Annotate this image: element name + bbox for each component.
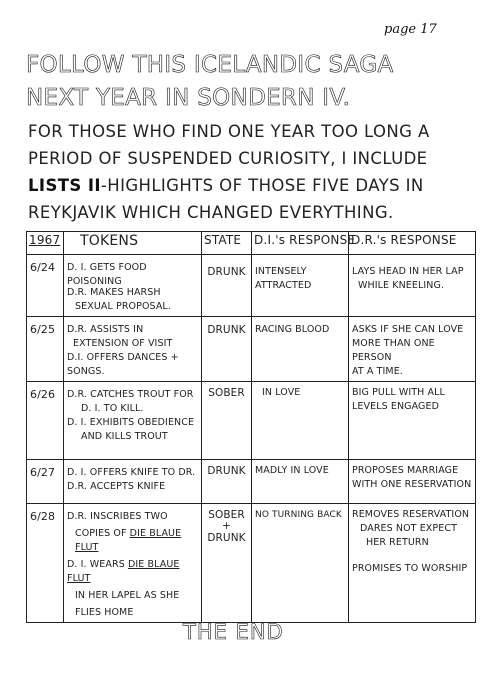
row-state [202, 504, 252, 623]
intro-paragraph [28, 118, 480, 226]
row-tokens [64, 317, 202, 382]
table-row [27, 255, 476, 317]
dr-line: MORE THAN ONE PERSON [352, 338, 435, 363]
page-number: page 17 [384, 22, 437, 37]
row-date: 6/25 [27, 317, 64, 382]
row-date: 6/27 [27, 460, 64, 504]
row-dr-response [349, 504, 476, 623]
header-state: STATE [202, 232, 252, 255]
token-line: FLIES HOME [75, 607, 134, 618]
row-date: 6/24 [27, 255, 64, 317]
header-tokens: TOKENS [64, 232, 202, 255]
table-row [27, 317, 476, 382]
table-row [27, 382, 476, 460]
token-line: D. I. TO KILL. [81, 403, 144, 414]
dr-line [352, 550, 472, 562]
token-line: D. I. GETS FOOD POISONING [67, 262, 147, 287]
token-text: COPIES OF [75, 528, 127, 539]
token-line: AND KILLS TROUT [81, 431, 168, 442]
token-line: D. I. EXHIBITS OBEDIENCE [67, 417, 195, 428]
book-title: DIE BLAUE FLUT [67, 559, 180, 584]
row-di-response: NO TURNING BACK [252, 504, 349, 623]
row-state: SOBER [202, 382, 252, 460]
token-line: D.R. ACCEPTS KNIFE [67, 481, 166, 492]
header-di-response: D.I.'s RESPONSE [252, 232, 349, 255]
token-line: D.R. CATCHES TROUT FOR [67, 389, 194, 400]
book-title: DIE BLAUE FLUT [75, 528, 182, 553]
row-di-response: MADLY IN LOVE [252, 460, 349, 504]
row-state: DRUNK [202, 317, 252, 382]
header-year: 1967 [27, 232, 64, 255]
row-tokens [64, 255, 202, 317]
token-line: IN HER LAPEL AS SHE [75, 590, 180, 601]
row-dr-response [349, 382, 476, 460]
dr-line: LAYS HEAD IN HER LAP [352, 266, 464, 277]
row-di-response: INTENSELY ATTRACTED [252, 255, 349, 317]
dr-line: REMOVES RESERVATION [352, 509, 470, 520]
lists-label: LISTS II [28, 176, 101, 195]
token-line: EXTENSION OF VISIT [73, 338, 173, 349]
state-plus: + [222, 520, 231, 532]
dr-line: HER RETURN [366, 537, 429, 548]
the-end-text: THE END [183, 620, 284, 644]
row-tokens [64, 504, 202, 623]
row-tokens [64, 382, 202, 460]
dr-line: PROPOSES MARRIAGE [352, 465, 459, 476]
intro-text-before: FOR THOSE WHO FIND ONE YEAR TOO LONG A PERIOD OF SUSPENDED CURIOSITY, I INCLUDE [28, 122, 430, 168]
dr-line: ASKS IF SHE CAN LOVE [352, 324, 464, 335]
saga-table [26, 231, 476, 623]
dr-line: BIG PULL WITH ALL [352, 387, 445, 398]
dr-line: LEVELS ENGAGED [352, 401, 440, 412]
token-line: D. I. OFFERS KNIFE TO DR. [67, 467, 196, 478]
state-drunk: DRUNK [207, 532, 246, 544]
row-tokens [64, 460, 202, 504]
row-date: 6/28 [27, 504, 64, 623]
table-row [27, 504, 476, 623]
row-dr-response [349, 460, 476, 504]
dr-line: PROMISES TO WORSHIP [352, 563, 468, 574]
dr-line: DARES NOT EXPECT [360, 523, 457, 534]
state-sober: SOBER [208, 509, 245, 521]
token-line [67, 527, 198, 555]
table-row [27, 460, 476, 504]
row-state: DRUNK [202, 460, 252, 504]
token-line: D.R. MAKES HARSH [67, 287, 161, 298]
token-line [67, 558, 198, 586]
headline-line-1: FOLLOW THIS ICELANDIC SAGA [26, 52, 394, 78]
row-dr-response [349, 255, 476, 317]
row-dr-response [349, 317, 476, 382]
dr-line: WHILE KNEELING. [358, 280, 445, 291]
headline-line-2: NEXT YEAR IN SONDERN IV. [26, 85, 351, 111]
token-text: D. I. WEARS [67, 559, 125, 570]
intro-text-after: -HIGHLIGHTS OF THOSE FIVE DAYS IN REYKJAVIK WHICH CHANGED EVERYTHING. [28, 176, 424, 222]
dr-line: WITH ONE RESERVATION [352, 479, 472, 490]
token-line: D.I. OFFERS DANCES + SONGS. [67, 352, 179, 377]
row-state: DRUNK [202, 255, 252, 317]
token-line: D.R. ASSISTS IN [67, 324, 144, 335]
token-line: D.R. INSCRIBES TWO [67, 511, 168, 522]
dr-line: AT A TIME. [352, 366, 403, 377]
row-date: 6/26 [27, 382, 64, 460]
table-header-row [27, 232, 476, 255]
row-di-response: RACING BLOOD [252, 317, 349, 382]
token-line: SEXUAL PROPOSAL. [75, 301, 171, 312]
header-dr-response: D.R.'s RESPONSE [349, 232, 476, 255]
row-di-response: IN LOVE [252, 382, 349, 460]
